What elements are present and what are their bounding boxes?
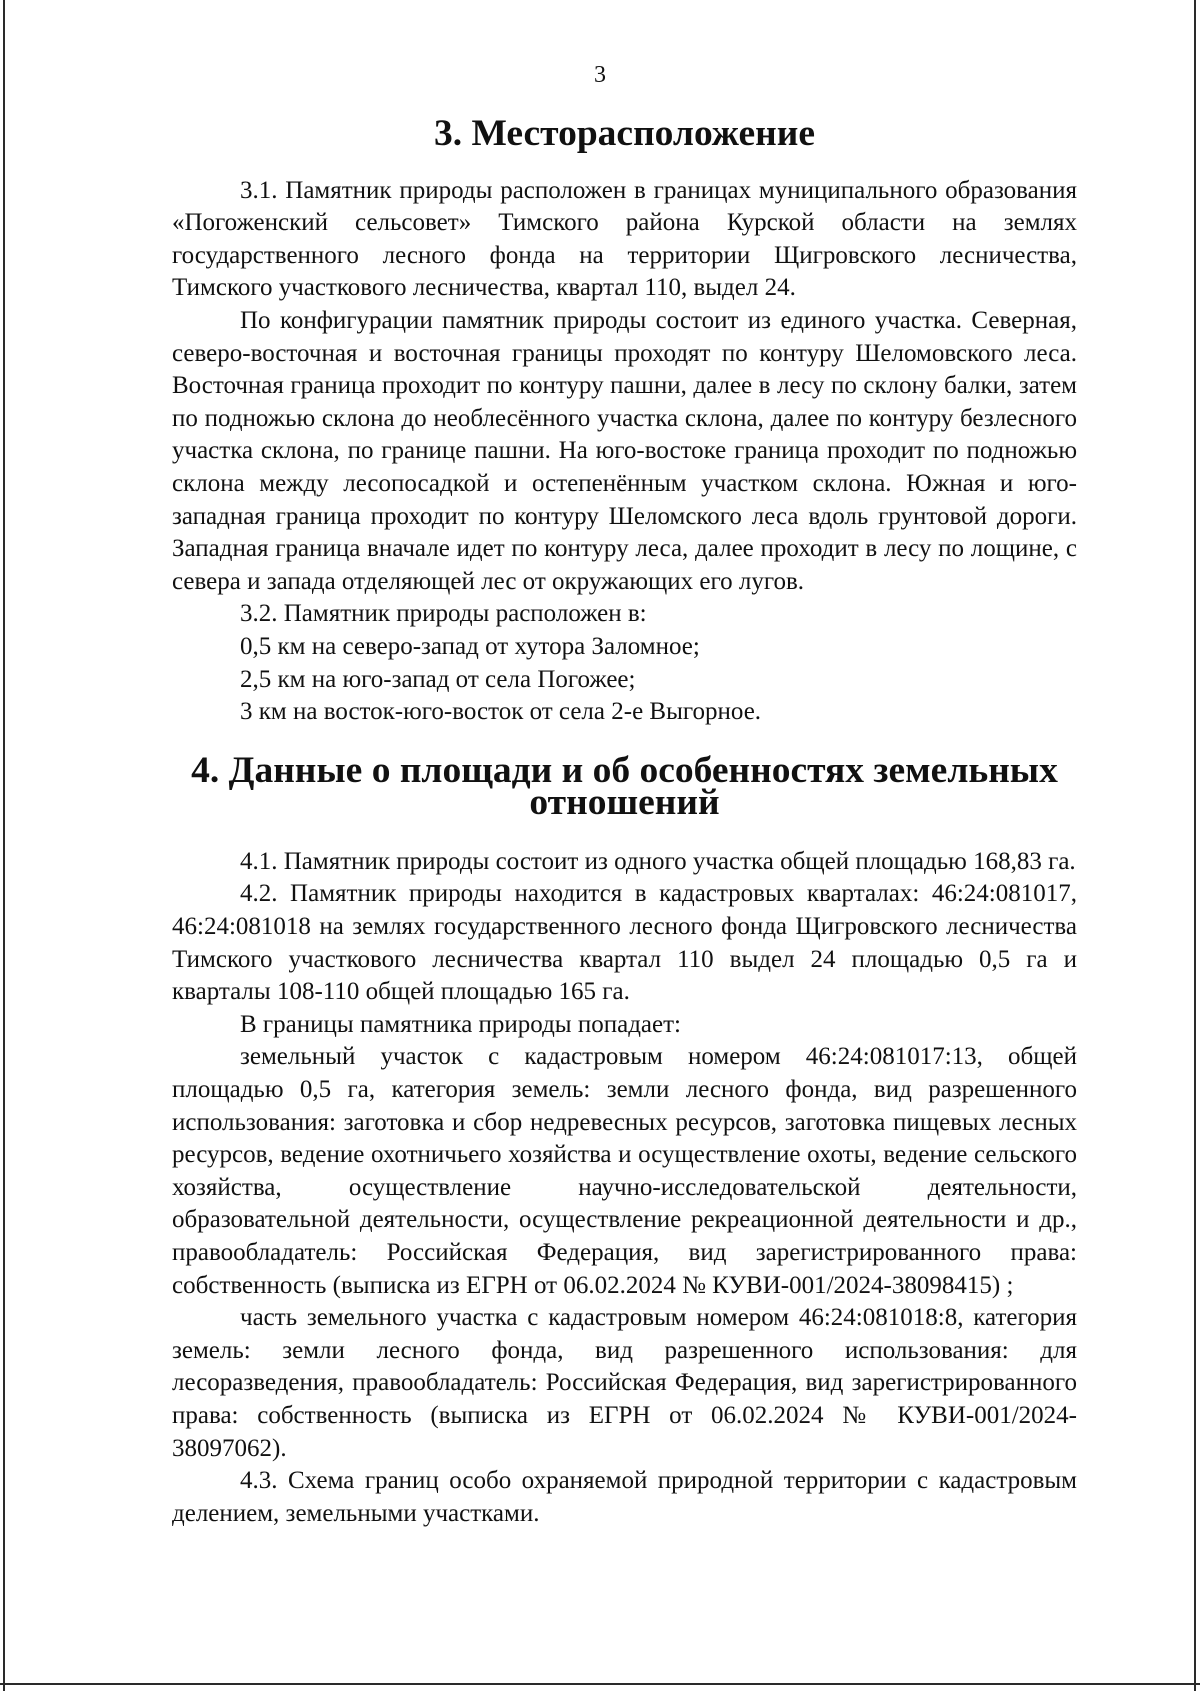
scan-edge-bottom [0, 1683, 1200, 1685]
paragraph-4-2: 4.2. Памятник природы находится в кадастровых кварталах: 46:24:081017, 46:24:081018 на землях государственного лесного фонда Щигровского лесничества Тимского участкового лесничества квартал 110 выдел 24 площадью 0,5 га и кварталы 108-110 общей площадью 165 га. [172, 880, 1077, 1006]
location-item: 2,5 км на юго-запад от села Погожее; [240, 665, 636, 693]
paragraph-land-plot-1: земельный участок с кадастровым номером 46:24:081017:13, общей площадью 0,5 га, категория земель: земли лесного фонда, вид разрешенного использования: заготовка и сбор недревесных ресурсов, заготовка пищевых лесных ресурсов, ведение охотничьего хозяйства и осуществление охоты, ведение сельского хозяйства, осуществление научно-исследовательской деятельности, образовательной деятельности, осуществление рекреационной деятельности и др., правообладатель: Российская Федерация, вид зарегистрированного права: собственность (выписка из ЕГРН от 06.02.2024 № КУВИ-001/2024-38098415) ; [172, 1043, 1077, 1299]
location-item: 3 км на восток-юго-восток от села 2-е Выгорное. [240, 698, 762, 726]
paragraph-boundaries-intro: В границы памятника природы попадает: [240, 1010, 681, 1038]
location-item: 0,5 км на северо-запад от хутора Заломное; [240, 632, 700, 660]
page-number: 3 [594, 62, 606, 88]
scan-edge-left [3, 0, 5, 1691]
paragraph-configuration: По конфигурации памятник природы состоит из единого участка. Северная, северо-восточная и восточная границы проходят по контуру Шеломовского леса. Восточная граница проходит по контуру пашни, далее в лесу по склону балки, затем по подножью склона до необлесённого участка склона, далее по контуру безлесного участка склона, по границе пашни. На юго-востоке граница проходит по подножью склона между лесопосадкой и остепенённым участком склона. Южная и юго-западная граница проходит по контуру Шеломского леса вдоль грунтовой дороги. Западная граница вначале идет по контуру леса, далее проходит в лесу по лощине, с севера и запада отделяющей лес от окружающих его лугов. [172, 306, 1077, 595]
section-4-title: 4. Данные о площади и об особенностях земельных отношений [191, 749, 1058, 824]
scan-edge-right [1194, 0, 1196, 1691]
paragraph-4-1: 4.1. Памятник природы состоит из одного участка общей площадью 168,83 га. [240, 847, 1076, 875]
paragraph-land-plot-2: часть земельного участка с кадастровым номером 46:24:081018:8, категория земель: земли лесного фонда, вид разрешенного использования: для лесоразведения, правообладатель: Российская Федерация, вид зарегистрированного права: собственность (выписка из ЕГРН от 06.02.2024 № КУВИ-001/2024-38097062). [172, 1304, 1077, 1462]
document-body [172, 113, 1077, 1530]
paragraph-3-1: 3.1. Памятник природы расположен в границах муниципального образования «Погоженский сельсовет» Тимского района Курской области на землях государственного лесного фонда на территории Щигровского лесничества, Тимского участкового лесничества, квартал 110, выдел 24. [172, 176, 1077, 302]
paragraph-4-3: 4.3. Схема границ особо охраняемой природной территории с кадастровым делением, земельными участками. [172, 1467, 1077, 1527]
paragraph-3-2: 3.2. Памятник природы расположен в: [240, 600, 647, 628]
section-3-title: 3. Месторасположение [434, 113, 815, 154]
